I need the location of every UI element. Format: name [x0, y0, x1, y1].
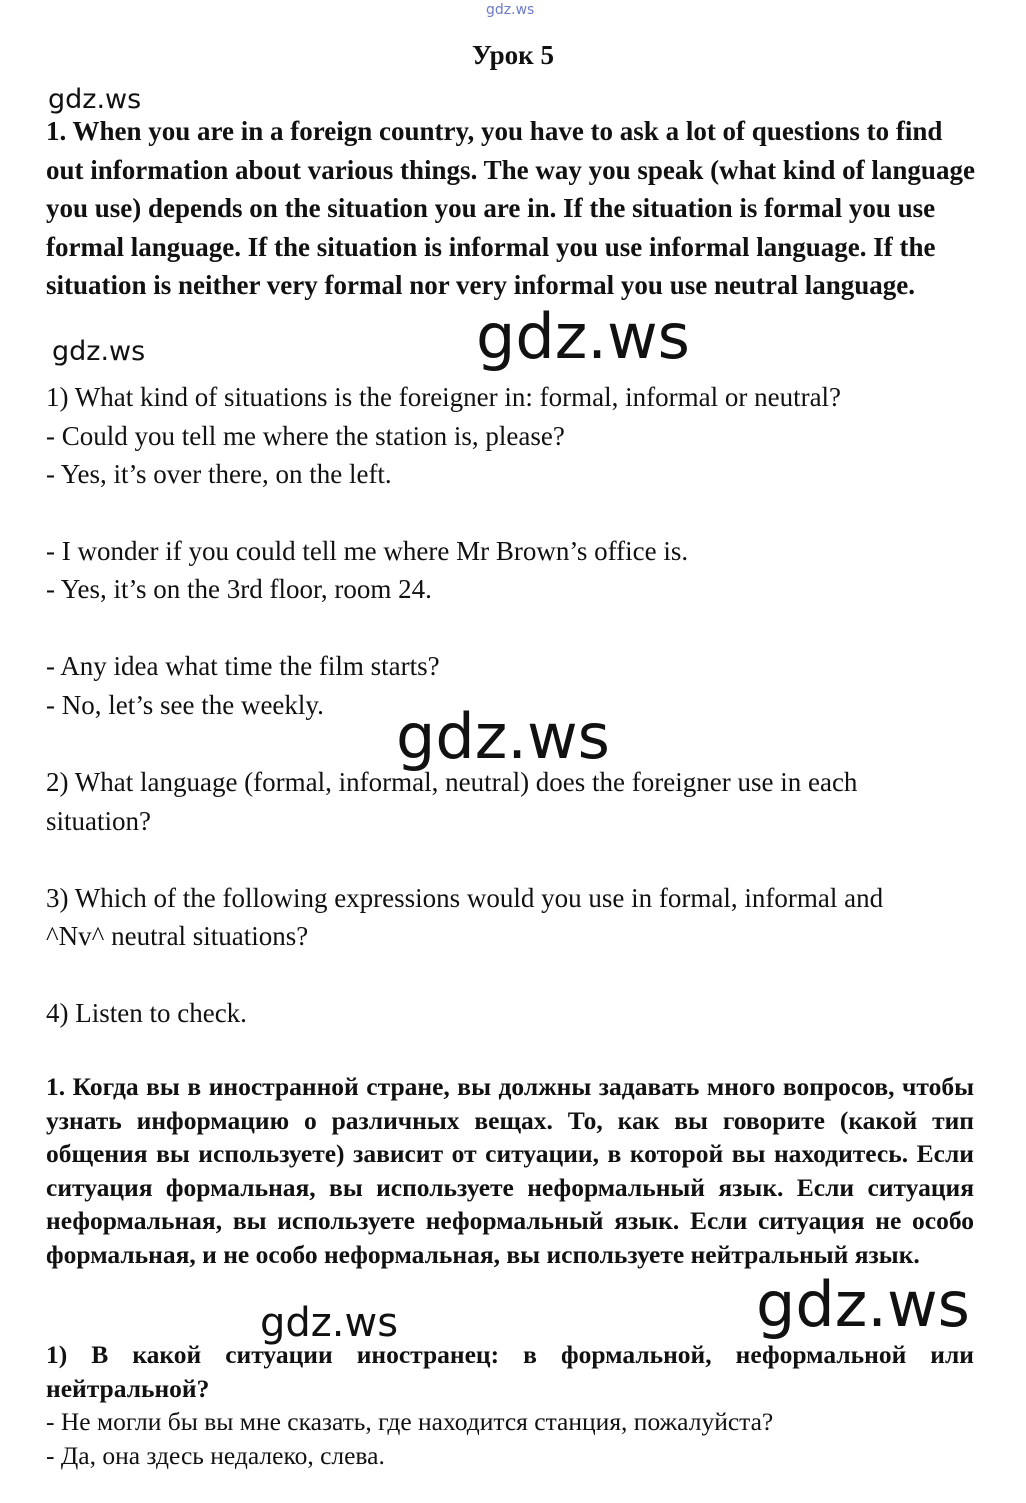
- russian-question-1: 1) В какой ситуации иностранец: в формальной, неформальной или нейтральной?: [46, 1340, 974, 1403]
- english-question-1: 1) What kind of situations is the foreigner in: formal, informal or neutral?: [46, 382, 842, 412]
- russian-intro-paragraph: 1. Когда вы в иностранной стране, вы должны задавать много вопросов, чтобы узнать информацию о различных вещах. То, как вы говорите (какой тип общения вы используете) зависит от ситуации, в которой вы находитесь. Если ситуация формальная, вы используете неформальный язык. Если ситуация неформальная, вы используете неформальный язык. Если ситуация не особо формальная, и не особо неформальная, вы используете нейтральный язык.: [46, 1072, 974, 1269]
- english-intro-paragraph: 1. When you are in a foreign country, you have to ask a lot of questions to find out information about various things. The way you speak (what kind of language you use) depends on the situation you are in. If the situation is formal you use formal language. If the situation is informal you use informal language. If the situation is neither very formal nor very informal you use neutral language.: [46, 116, 975, 300]
- english-question-2-cont: situation?: [46, 806, 151, 836]
- page-title: Урок 5: [472, 40, 554, 70]
- watermark-large: gdz.ws: [476, 300, 690, 373]
- dialogue-line: - Yes, it’s over there, on the left.: [46, 459, 392, 489]
- dialogue-line: - Не могли бы вы мне сказать, где находится станция, пожалуйста?: [46, 1407, 774, 1436]
- watermark-small: gdz.ws: [260, 1300, 399, 1346]
- english-question-4: 4) Listen to check.: [46, 998, 247, 1028]
- english-question-2: 2) What language (formal, informal, neutral) does the foreigner use in each: [46, 767, 858, 797]
- english-question-3: 3) Which of the following expressions would you use in formal, informal and: [46, 883, 884, 913]
- watermark-large: gdz.ws: [396, 700, 610, 773]
- dialogue-line: - No, let’s see the weekly.: [46, 690, 324, 720]
- dialogue-line: - Да, она здесь недалеко, слева.: [46, 1441, 385, 1470]
- dialogue-line: - Could you tell me where the station is, please?: [46, 421, 565, 451]
- watermark-large: gdz.ws: [756, 1268, 970, 1341]
- watermark-small: gdz.ws: [52, 336, 146, 367]
- english-question-3-cont: ^Nv^ neutral situations?: [46, 921, 309, 951]
- watermark-small: gdz.ws: [48, 84, 142, 115]
- dialogue-line: - Yes, it’s on the 3rd floor, room 24.: [46, 574, 432, 604]
- watermark-top: gdz.ws: [486, 2, 535, 18]
- dialogue-line: - I wonder if you could tell me where Mr Brown’s office is.: [46, 536, 689, 566]
- dialogue-line: - Any idea what time the film starts?: [46, 651, 440, 681]
